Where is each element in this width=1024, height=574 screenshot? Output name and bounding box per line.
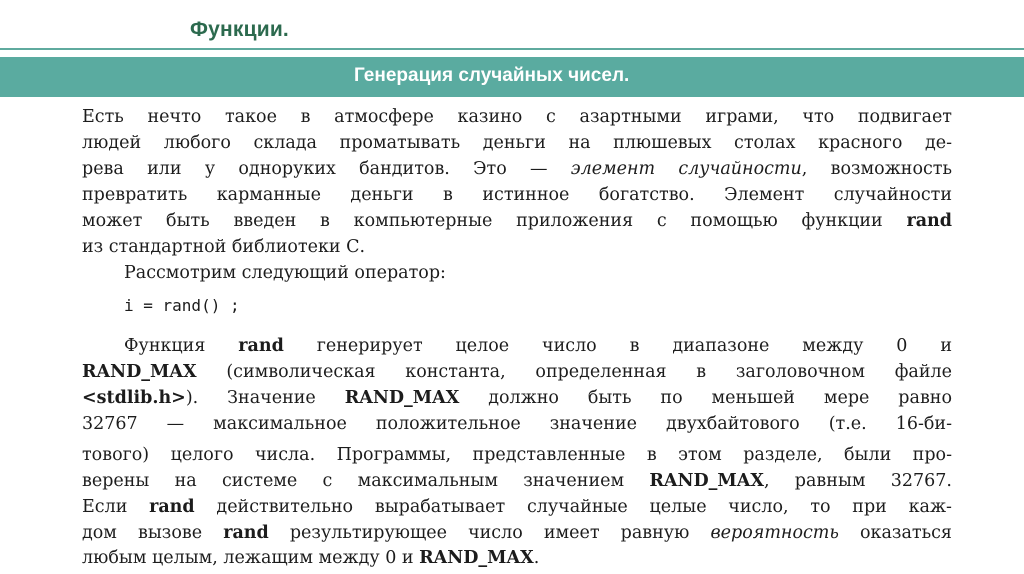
code-term: rand xyxy=(906,211,952,231)
text-line: может быть введен в компьютерные приложения с помощью функции rand xyxy=(82,211,952,231)
text-line: дом вызове rand результирующее число имеет равную вероятность оказаться xyxy=(82,523,952,543)
text-line: Если rand действительно вырабатывает случайные целые число, то при каж- xyxy=(82,497,952,517)
text-line: людей любого склада проматывать деньги на плюшевых столах красного де- xyxy=(82,133,952,153)
text-line: любым целым, лежащим между 0 и RAND_MAX. xyxy=(82,548,540,568)
text-line: RAND_MAX (символическая константа, определенная в заголовочном файле xyxy=(82,362,952,382)
text-line: Функция rand генерирует целое число в диапазоне между 0 и xyxy=(124,336,952,356)
italic-term: элемент случайности xyxy=(570,159,802,179)
text-line: превратить карманные деньги в истинное богатство. Элемент случайности xyxy=(82,185,952,205)
header-divider xyxy=(0,48,1024,50)
text-line: Есть нечто такое в атмосфере казино с азартными играми, что подвигает xyxy=(82,107,952,127)
text-line: <stdlib.h>). Значение RAND_MAX должно быть по меньшей мере равно xyxy=(82,388,952,408)
slide-title: Функции. xyxy=(190,18,289,41)
text-line: Рассмотрим следующий оператор: xyxy=(124,263,446,283)
code-sample: i = rand() ; xyxy=(124,296,240,315)
text-line: верены на системе с максимальным значением RAND_MAX, равным 32767. xyxy=(82,471,952,491)
text-line: 32767 — максимальное положительное значение двухбайтового (т.е. 16-би- xyxy=(82,414,952,434)
text-line: тового) целого числа. Программы, представленные в этом разделе, были про- xyxy=(82,445,952,465)
text-line: из стандартной библиотеки С. xyxy=(82,237,366,257)
section-banner-title: Генерация случайных чисел. xyxy=(354,65,630,86)
text-line: рева или у одноруких бандитов. Это — элемент случайности, возможность xyxy=(82,159,953,179)
